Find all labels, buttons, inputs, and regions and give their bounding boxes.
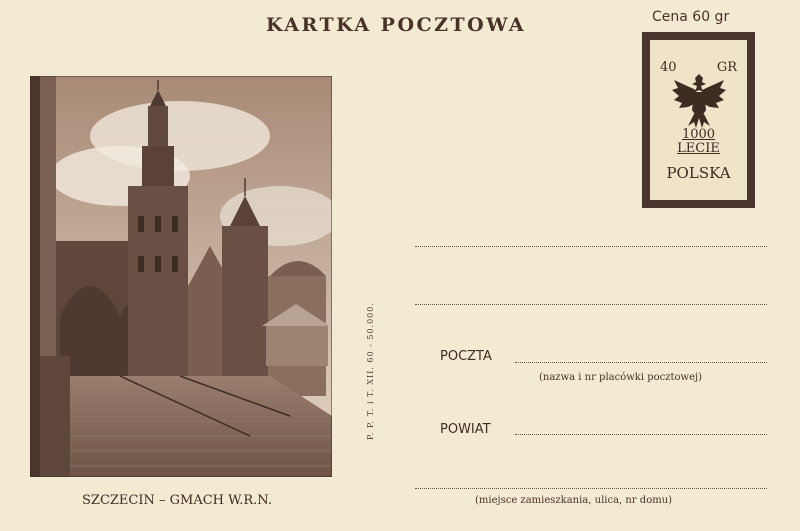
poczta-label: POCZTA bbox=[440, 349, 492, 364]
poczta-sublabel: (nazwa i nr placówki pocztowej) bbox=[539, 372, 703, 383]
powiat-line[interactable] bbox=[515, 434, 767, 435]
millennium-text bbox=[650, 128, 747, 156]
powiat-label: POWIAT bbox=[440, 422, 491, 437]
address-line-2[interactable] bbox=[415, 304, 767, 305]
photo-caption: SZCZECIN – GMACH W.R.N. bbox=[82, 493, 272, 508]
address-line-bottom[interactable] bbox=[415, 488, 767, 489]
stamp-value-number: 40 bbox=[660, 60, 677, 75]
card-title: KARTKA POCZTOWA bbox=[266, 14, 527, 36]
address-sublabel: (miejsce zamieszkania, ulica, nr domu) bbox=[475, 495, 673, 506]
stamp-country: POLSKA bbox=[666, 164, 731, 182]
print-info: P. P. T. i T. XII. 60 - 50.000. bbox=[366, 302, 375, 440]
millennium-number: 1000 bbox=[681, 127, 716, 142]
price-label: Cena 60 gr bbox=[652, 9, 730, 25]
stamp-value-unit: GR bbox=[716, 60, 737, 75]
poczta-line[interactable] bbox=[515, 362, 767, 363]
millennium-word: LECIE bbox=[677, 141, 720, 156]
postage-stamp bbox=[642, 32, 755, 208]
building-photo bbox=[30, 76, 332, 477]
eagle-icon bbox=[670, 70, 728, 132]
stamp-face bbox=[650, 40, 747, 200]
address-line-1[interactable] bbox=[415, 246, 767, 247]
